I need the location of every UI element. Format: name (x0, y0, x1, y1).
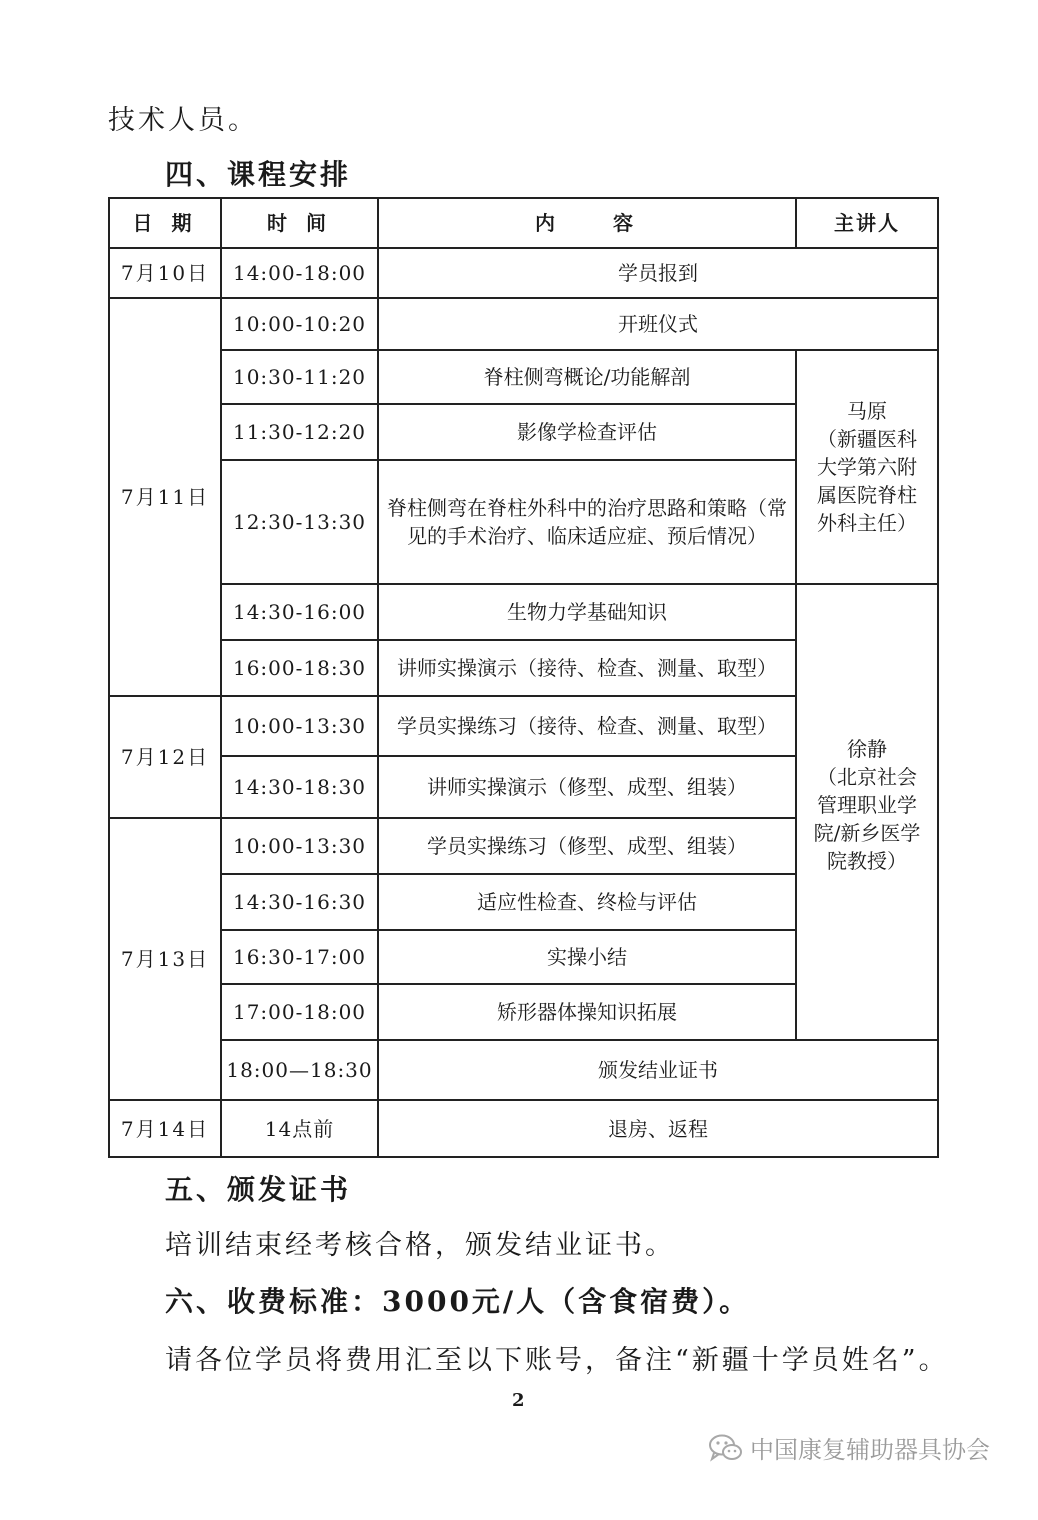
content-cell: 生物力学基础知识 (378, 584, 796, 640)
content-cell: 适应性检查、终检与评估 (378, 874, 796, 930)
content-cell: 讲师实操演示（接待、检查、测量、取型） (378, 640, 796, 696)
section-6-heading: 六、收费标准：3000元/人（含食宿费）。 (165, 1285, 751, 1318)
section-4-heading: 四、课程安排 (165, 158, 352, 191)
content-cell: 影像学检查评估 (378, 404, 796, 460)
table-header-row (109, 198, 938, 248)
table-row (109, 1100, 938, 1157)
content-cell: 脊柱侧弯概论/功能解剖 (378, 350, 796, 404)
content-cell: 实操小结 (378, 930, 796, 984)
header-content: 内 容 (378, 198, 796, 248)
time-cell: 12:30-13:30 (221, 460, 378, 584)
time-cell: 18:00—18:30 (221, 1040, 378, 1100)
section-5-text: 培训结束经考核合格，颁发结业证书。 (165, 1230, 675, 1261)
date-cell: 7月13日 (109, 818, 221, 1100)
watermark (708, 1430, 990, 1465)
section-5-heading: 五、颁发证书 (165, 1173, 352, 1206)
date-cell: 7月11日 (109, 298, 221, 696)
content-cell: 学员实操练习（修型、成型、组装） (378, 818, 796, 874)
header-time: 时 间 (221, 198, 378, 248)
content-cell: 开班仪式 (378, 298, 938, 350)
date-cell: 7月10日 (109, 248, 221, 298)
table-row (109, 1040, 938, 1100)
speaker-cell-ma-yuan (796, 350, 938, 584)
content-cell: 退房、返程 (378, 1100, 938, 1157)
time-cell: 10:00-10:20 (221, 298, 378, 350)
content-cell: 颁发结业证书 (378, 1040, 938, 1100)
section-6-text: 请各位学员将费用汇至以下账号，备注“新疆十学员姓名”。 (165, 1345, 949, 1376)
header-date: 日 期 (109, 198, 221, 248)
intro-tail-text: 技术人员。 (108, 105, 258, 136)
time-cell: 14:00-18:00 (221, 248, 378, 298)
time-cell: 17:00-18:00 (221, 984, 378, 1040)
speaker-affiliation: （北京社会管理职业学院/新乡医学院教授） (813, 765, 921, 873)
content-cell: 学员实操练习（接待、检查、测量、取型） (378, 696, 796, 756)
content-cell: 矫形器体操知识拓展 (378, 984, 796, 1040)
course-schedule-table (108, 197, 939, 1158)
content-cell: 学员报到 (378, 248, 938, 298)
wechat-icon (708, 1433, 744, 1463)
speaker-cell-xu-jing (796, 584, 938, 1040)
table-row (109, 248, 938, 298)
speaker-affiliation: （新疆医科大学第六附属医院脊柱外科主任） (817, 427, 917, 535)
time-cell: 14:30-18:30 (221, 756, 378, 818)
time-cell: 10:00-13:30 (221, 696, 378, 756)
time-cell: 10:30-11:20 (221, 350, 378, 404)
content-cell: 脊柱侧弯在脊柱外科中的治疗思路和策略（常见的手术治疗、临床适应症、预后情况） (378, 460, 796, 584)
table-row (109, 298, 938, 350)
table-row (109, 584, 938, 640)
time-cell: 14:30-16:00 (221, 584, 378, 640)
table-row (109, 350, 938, 404)
watermark-text: 中国康复辅助器具协会 (750, 1436, 990, 1464)
time-cell: 10:00-13:30 (221, 818, 378, 874)
time-cell: 16:00-18:30 (221, 640, 378, 696)
header-speaker: 主讲人 (796, 198, 938, 248)
time-cell: 16:30-17:00 (221, 930, 378, 984)
content-cell: 讲师实操演示（修型、成型、组装） (378, 756, 796, 818)
time-cell: 14:30-16:30 (221, 874, 378, 930)
date-cell: 7月12日 (109, 696, 221, 818)
time-cell: 14点前 (221, 1100, 378, 1157)
date-cell: 7月14日 (109, 1100, 221, 1157)
speaker-name: 马原 (847, 399, 887, 423)
speaker-name: 徐静 (847, 737, 887, 761)
time-cell: 11:30-12:20 (221, 404, 378, 460)
page-number: 2 (512, 1390, 525, 1411)
